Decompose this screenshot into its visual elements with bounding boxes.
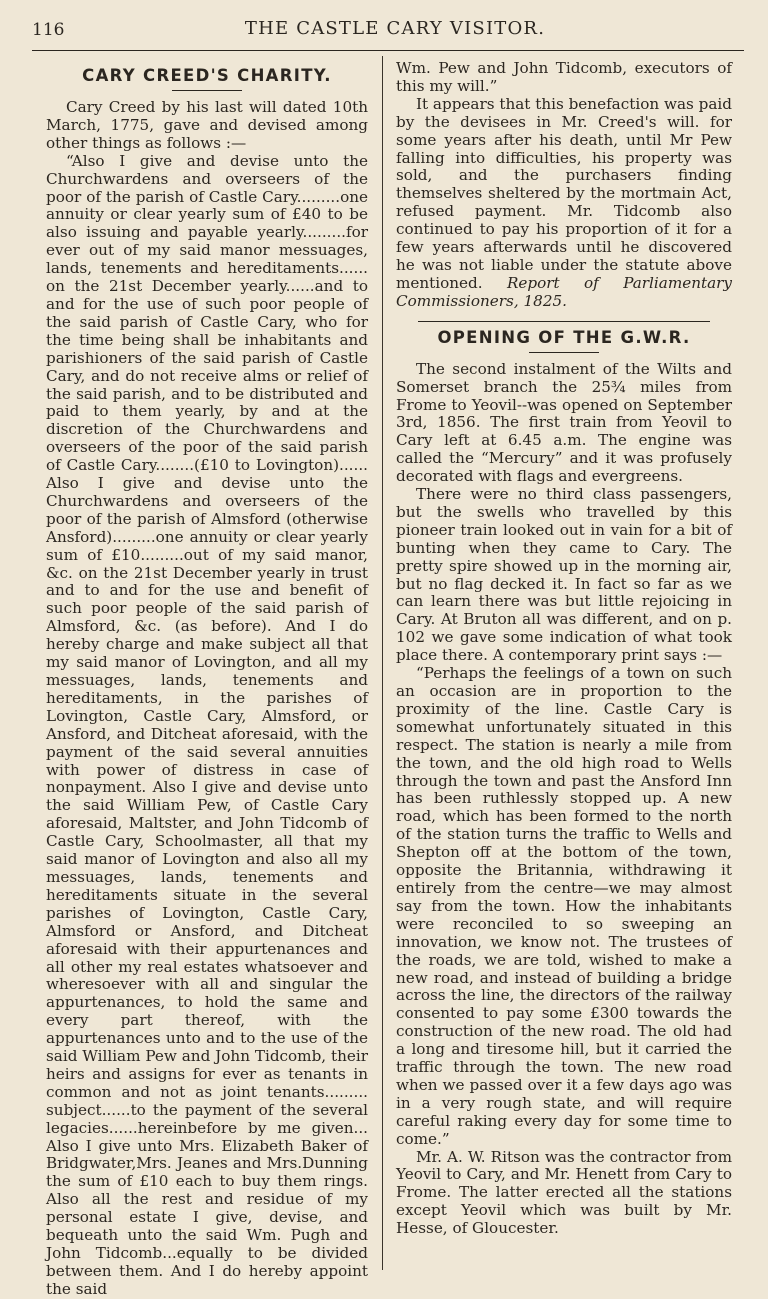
charity-paragraph: Cary Creed by his last will dated 10th March, 1775, gave and devised among other things as follows :—: [46, 98, 368, 152]
left-column: [46, 60, 368, 1299]
charity-article-continuation: [396, 60, 732, 311]
article-heading-cary-creeds-charity: CARY CREED'S CHARITY.: [82, 66, 332, 85]
heading-rule: [172, 90, 242, 91]
charity-article-body: [46, 99, 368, 1299]
gwr-paragraph: “Perhaps the feelings of a town on such an occasion are in proportion to the proximity of the line. Castle Cary is somewhat unfortunately situated in this respect. The station is nearly a mile from the town, and the old high road to Wells through the town and past the Ansford Inn has been ruthlessly stopped up. A new road, which has been formed to the north of the station turns the traffic to Wells and Shepton off at the bottom of the town, opposite the Britannia, withdrawing it entirely from the centre—we may almost say from the town. How the inhabitants were reconciled to so sweeping an innovation, we know not. The trustees of the roads, we are told, wished to make a new road, and instead of building a bridge across the line, the directors of the railway consented to pay some £300 towards the construction of the new road. The old had a long and tiresome hill, but it carried the traffic through the town. The new road when we passed over it a few days ago was in a very rough state, and will require careful raking every day for some time to come.”: [396, 664, 732, 1148]
page-header: [0, 0, 768, 46]
report-citation: Report of Parliamentary Commissioners, 1825.: [396, 273, 732, 310]
right-column: [396, 60, 732, 1238]
gwr-paragraph: The second instalment of the Wilts and Somerset branch the 25¾ miles from Frome to Yeovil--was opened on September 3rd, 1856. The first train from Yeovil to Cary left at 6.45 a.m. The engine was called the “Mercury” and it was profusely decorated with flags and evergreens.: [396, 359, 732, 486]
section-divider: [418, 321, 710, 322]
gwr-article-body: [396, 361, 732, 1238]
column-divider: [382, 56, 383, 1270]
heading-rule: [529, 352, 599, 353]
gwr-paragraph: Mr. A. W. Ritson was the contractor from Yeovil to Cary, and Mr. Henett from Cary to Frome. The latter erected all the stations except Yeovil which was built by Mr. Hesse, of Gloucester.: [396, 1147, 732, 1238]
header-rule: [32, 50, 744, 51]
page-number: 116: [32, 20, 65, 40]
gwr-paragraph: There were no third class passengers, but the swells who travelled by this pioneer train looked out in vain for a bit of bunting when they came to Cary. The pretty spire showed up in the morning air, but no flag decked it. In fact so far as we can learn there was but little rejoicing in Cary. At Bruton all was different, and on p. 102 we gave some indication of what took place there. A contemporary print says :—: [396, 485, 732, 665]
benefaction-text: It appears that this benefaction was paid by the devisees in Mr. Creed's will. for some years after his death, until Mr Pew falling into difficulties, his property was sold, and the purchasers finding themselves sheltered by the mortmain Act, refused payment. Mr. Tidcomb also continued to pay his proportion of it for a few years afterwards until he discovered he was not liable under the statute above mentioned.: [396, 94, 732, 292]
charity-paragraph: “Also I give and devise unto the Churchwardens and overseers of the poor of the parish of Castle Cary.........one annuity or clear yearly sum of £40 to be also issuing and payable yearly.........for ever out of my said manor messuages, lands, tenements and hereditaments...... on the 21st December yearly......and to and for the use of such poor people of the said parish of Castle Cary, who for the time being shall be inhabitants and parishioners of the said parish of Castle Cary, and do not receive alms or relief of the said parish, and to be distributed and paid to them yearly, by and at the discretion of the Churchwardens and overseers of the poor of the said parish of Castle Cary........(£10 to Lovington)...... Also I give and devise unto the Churchwardens and overseers of the poor of the parish of Almsford (otherwise Ansford).........one annuity or clear yearly sum of £10.........out of my said manor, &c. on the 21st December yearly in trust and to and for the use and benefit of such poor people of the said parish of Almsford, &c. (as before). And I do hereby charge and make subject all that my said manor of Lovington, and all my messuages, lands, tenements and hereditaments, in the parishes of Lovington, Castle Cary, Almsford, or Ansford, and Ditcheat aforesaid, with the payment of the said several annuities with power of distress in case of nonpayment. Also I give and devise unto the said William Pew, of Castle Cary aforesaid, Maltster, and John Tidcomb of Castle Cary, Schoolmaster, all that my said manor of Lovington and also all my messuages, lands, tenements and hereditaments situate in the several parishes of Lovington, Castle Cary, Almsford or Ansford, and Ditcheat aforesaid with their appurtenances and all other my real estates whatsoever and wheresoever with all and singular the appurtenances, to hold the same and every part thereof, with the appurtenances unto and to the use of the said William Pew and John Tidcomb, their heirs and assigns for ever as tenants in common and not as joint tenants......... subject......to the payment of the several legacies......hereinbefore by me given... Also I give unto Mrs. Elizabeth Baker of Bridgwater,Mrs. Jeanes and Mrs.Dunning the sum of £10 each to buy them rings. Also all the rest and residue of my personal estate I give, devise, and bequeath unto the said Wm. Pugh and John Tidcomb...equally to be divided between them. And I do hereby appoint the said: [46, 151, 368, 1298]
benefaction-paragraph: [396, 96, 732, 311]
will-continuation: Wm. Pew and John Tidcomb, executors of this my will.”: [396, 59, 732, 95]
running-title: THE CASTLE CARY VISITOR.: [244, 18, 546, 39]
article-heading-opening-gwr: OPENING OF THE G.W.R.: [437, 327, 691, 347]
